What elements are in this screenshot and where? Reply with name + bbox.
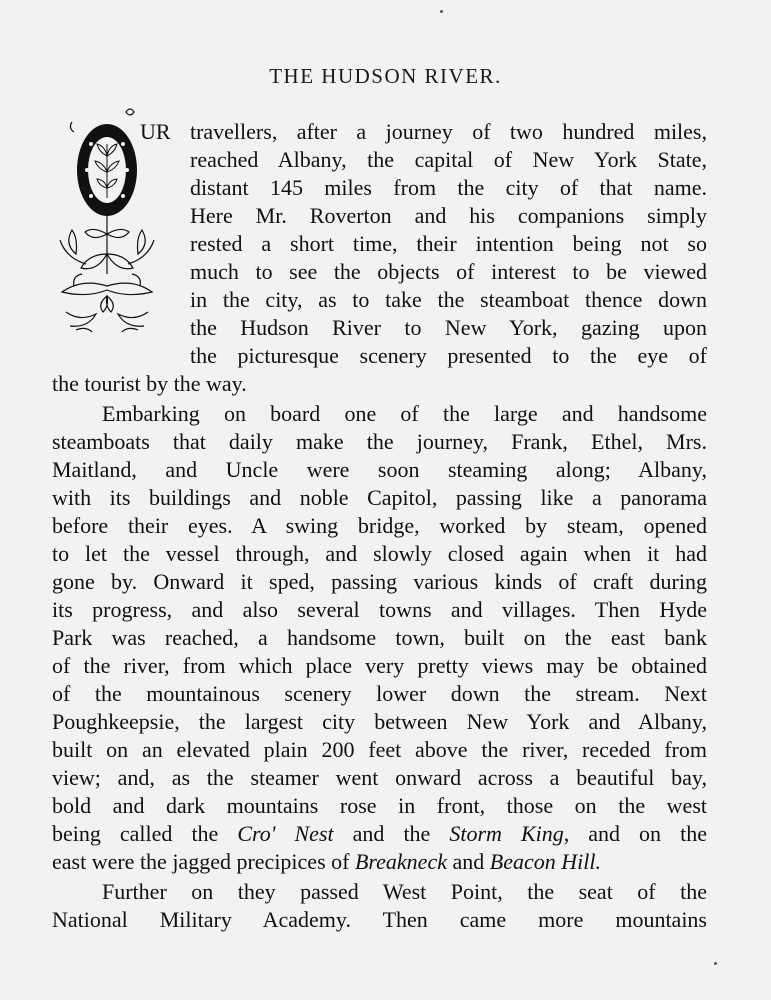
text-segment: and [446,849,490,874]
text-segment: east were the jagged precipices of [52,849,355,874]
text-line: in the city, as to take the steamboat thence down [190,287,707,312]
text-line: Here Mr. Roverton and his companions simply [190,203,707,228]
text-line: Maitland, and Uncle were soon steaming along; Albany, [52,457,707,482]
text-line: the picturesque scenery presented to the eye of [190,343,707,368]
paper-speck [714,962,717,965]
text-line: its progress, and also several towns and villages. Then Hyde [52,597,707,622]
text-line: built on an elevated plain 200 feet above the river, receded from [52,737,707,762]
place-name-italic: Cro' Nest [237,821,334,846]
text-line: before their eyes. A swing bridge, worked by steam, opened [52,513,707,538]
text-line: of the river, from which place very pretty views may be obtained [52,653,707,678]
text-line: gone by. Onward it sped, passing various kinds of craft during [52,569,707,594]
paper-speck [440,10,443,13]
text-line: the Hudson River to New York, gazing upon [190,315,707,340]
page-title: THE HUDSON RIVER. [269,64,502,88]
place-name-italic: Breakneck [354,849,447,874]
place-name-italic: Beacon Hill. [489,849,601,874]
text-line: distant 145 miles from the city of that name. [190,175,707,200]
text-segment: , and on the [563,821,707,846]
text-line: Further on they passed West Point, the seat of the [102,879,707,904]
text-line: bold and dark mountains rose in front, those on the west [52,793,707,818]
text-line: National Military Academy. Then came more mountains [52,907,707,932]
text-line: Poughkeepsie, the largest city between New York and Albany, [52,709,707,734]
text-line: to let the vessel through, and slowly closed again when it had [52,541,707,566]
text-line: rested a short time, their intention being not so [190,231,707,256]
text-line: view; and, as the steamer went onward across a beautiful bay, [52,765,707,790]
text-line [52,848,707,876]
text-line: much to see the objects of interest to be viewed [190,259,707,284]
text-line: UR travellers, after a journey of two hundred miles, [140,119,707,144]
text-line: Embarking on board one of the large and handsome [102,401,707,426]
text-line: steamboats that daily make the journey, Frank, Ethel, Mrs. [52,429,707,454]
text-line: of the mountainous scenery lower down the stream. Next [52,681,707,706]
text-line [52,820,707,848]
text-line: Park was reached, a handsome town, built on the east bank [52,625,707,650]
text-line: with its buildings and noble Capitol, passing like a panorama [52,485,707,510]
text-line: reached Albany, the capital of New York State, [190,147,707,172]
text-segment: and the [333,821,450,846]
place-name-italic: Storm King [449,821,564,846]
text-segment: being called the [52,821,238,846]
text-line: the tourist by the way. [52,371,247,396]
